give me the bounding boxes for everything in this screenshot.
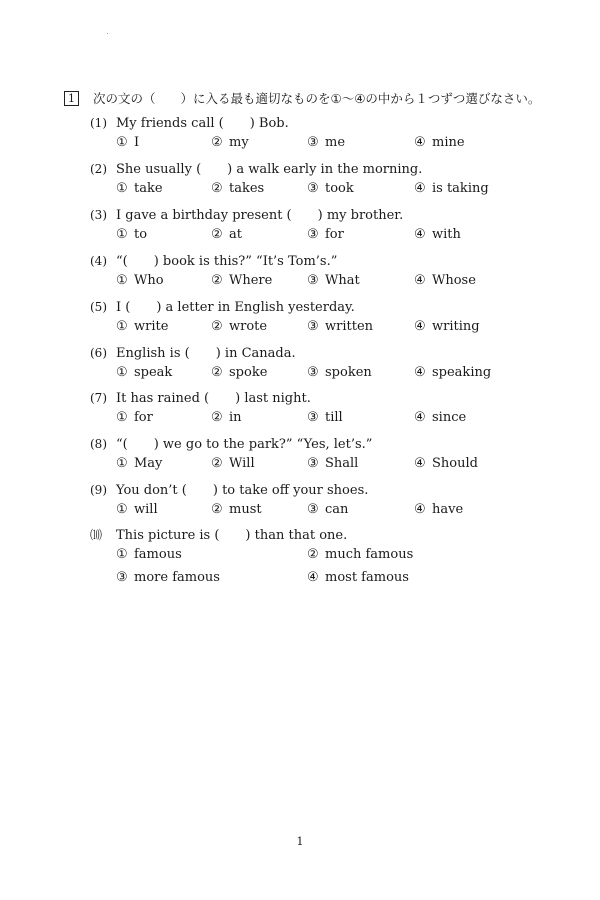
option-mark: ④ [414, 410, 426, 425]
section-number-box: 1 [64, 91, 79, 106]
option-text: speak [134, 365, 173, 380]
option-3[interactable] [307, 227, 344, 242]
option-1[interactable] [116, 273, 164, 288]
option-3[interactable] [307, 410, 343, 425]
option-mark: ② [211, 181, 223, 196]
option-mark: ② [211, 135, 223, 150]
option-4[interactable] [307, 570, 409, 585]
option-text: Who [134, 273, 164, 288]
option-mark: ④ [414, 365, 426, 380]
option-mark: ④ [414, 319, 426, 334]
option-2[interactable] [211, 227, 242, 242]
question-number: (9) [90, 483, 107, 497]
option-text: took [325, 181, 354, 196]
question-9 [90, 479, 570, 525]
question-number: ⑽ [90, 528, 103, 542]
question-number: (8) [90, 437, 107, 451]
option-text: for [325, 227, 344, 242]
question-text: “( ) book is this?” “It’s Tom’s.” [116, 254, 338, 269]
option-text: for [134, 410, 153, 425]
question-text: I gave a birthday present ( ) my brother. [116, 208, 404, 223]
option-mark: ② [211, 319, 223, 334]
option-text: my [229, 135, 249, 150]
option-4[interactable] [414, 227, 461, 242]
option-mark: ① [116, 410, 128, 425]
option-text: must [229, 502, 262, 517]
question-text: She usually ( ) a walk early in the morning. [116, 162, 423, 177]
option-mark: ② [211, 502, 223, 517]
option-4[interactable] [414, 502, 463, 517]
option-4[interactable] [414, 456, 478, 471]
option-mark: ③ [116, 570, 128, 585]
option-4[interactable] [414, 135, 465, 150]
page-number: 1 [296, 835, 304, 848]
option-1[interactable] [116, 319, 168, 334]
question-1 [90, 112, 570, 158]
question-text: This picture is ( ) than that one. [116, 528, 348, 543]
question-5 [90, 296, 570, 342]
option-text: writing [432, 319, 480, 334]
option-mark: ① [116, 181, 128, 196]
option-1[interactable] [116, 227, 147, 242]
option-text: have [432, 502, 464, 517]
option-mark: ④ [414, 456, 426, 471]
option-text: in [229, 410, 242, 425]
option-mark: ① [116, 456, 128, 471]
option-1[interactable] [116, 365, 172, 380]
option-mark: ② [307, 547, 319, 562]
option-mark: ② [211, 456, 223, 471]
option-text: much famous [325, 547, 414, 562]
option-1[interactable] [116, 410, 153, 425]
option-mark: ④ [307, 570, 319, 585]
option-mark: ③ [307, 181, 319, 196]
option-text: Shall [325, 456, 359, 471]
option-mark: ④ [414, 135, 426, 150]
option-mark: ① [116, 135, 128, 150]
option-2[interactable] [211, 502, 262, 517]
option-text: me [325, 135, 346, 150]
option-2[interactable] [211, 319, 267, 334]
option-mark: ③ [307, 365, 319, 380]
option-mark: ③ [307, 456, 319, 471]
option-text: till [325, 410, 343, 425]
option-text: write [134, 319, 169, 334]
option-text: Will [229, 456, 255, 471]
option-text: is taking [432, 181, 489, 196]
option-mark: ④ [414, 502, 426, 517]
option-text: wrote [229, 319, 268, 334]
option-mark: ④ [414, 181, 426, 196]
option-mark: ② [211, 227, 223, 242]
option-mark: ① [116, 547, 128, 562]
option-1[interactable] [116, 502, 158, 517]
question-text: It has rained ( ) last night. [116, 391, 311, 406]
option-1[interactable] [116, 135, 139, 150]
question-text: I ( ) a letter in English yesterday. [116, 300, 355, 315]
option-text: May [134, 456, 163, 471]
option-mark: ① [116, 365, 128, 380]
option-text: What [325, 273, 360, 288]
option-mark: ④ [414, 227, 426, 242]
option-3[interactable] [307, 319, 373, 334]
question-6 [90, 342, 570, 388]
option-text: Should [432, 456, 478, 471]
option-text: at [229, 227, 242, 242]
option-text: speaking [432, 365, 492, 380]
question-number: (1) [90, 116, 107, 130]
option-mark: ① [116, 502, 128, 517]
option-mark: ③ [307, 410, 319, 425]
option-mark: ③ [307, 227, 319, 242]
option-text: more famous [134, 570, 220, 585]
option-2[interactable] [211, 181, 264, 196]
option-3[interactable] [307, 456, 358, 471]
option-mark: ① [116, 273, 128, 288]
question-number: (5) [90, 300, 107, 314]
option-text: written [325, 319, 374, 334]
question-number: (4) [90, 254, 107, 268]
option-text: since [432, 410, 467, 425]
option-3[interactable] [307, 365, 372, 380]
section-header [64, 89, 540, 107]
question-8 [90, 433, 570, 479]
option-mark: ③ [307, 273, 319, 288]
option-1[interactable] [116, 456, 162, 471]
question-text: English is ( ) in Canada. [116, 346, 296, 361]
option-mark: ① [116, 227, 128, 242]
option-mark: ② [211, 365, 223, 380]
question-3 [90, 204, 570, 250]
question-text: You don’t ( ) to take off your shoes. [116, 483, 369, 498]
section-instruction: 次の文の（ ）に入る最も適切なものを①～④の中から１つずつ選びなさい。 [93, 91, 541, 106]
question-number: (3) [90, 208, 107, 222]
option-text: can [325, 502, 349, 517]
option-mark: ③ [307, 502, 319, 517]
option-3[interactable] [307, 273, 360, 288]
option-text: Where [229, 273, 273, 288]
option-mark: ① [116, 319, 128, 334]
question-text: My friends call ( ) Bob. [116, 116, 289, 131]
question-text: “( ) we go to the park?” “Yes, let’s.” [116, 437, 373, 452]
option-2[interactable] [307, 547, 413, 562]
option-text: take [134, 181, 163, 196]
option-3[interactable] [307, 502, 348, 517]
option-mark: ③ [307, 319, 319, 334]
option-3[interactable] [307, 181, 354, 196]
option-text: with [432, 227, 461, 242]
option-mark: ② [211, 410, 223, 425]
question-10 [90, 524, 570, 594]
option-4[interactable] [414, 273, 476, 288]
option-4[interactable] [414, 365, 491, 380]
option-text: most famous [325, 570, 409, 585]
option-4[interactable] [414, 410, 466, 425]
option-text: takes [229, 181, 265, 196]
option-text: spoken [325, 365, 372, 380]
option-text: mine [432, 135, 465, 150]
question-number: (2) [90, 162, 107, 176]
option-mark: ② [211, 273, 223, 288]
option-mark: ③ [307, 135, 319, 150]
option-2[interactable] [211, 365, 267, 380]
option-text: Whose [432, 273, 476, 288]
question-number: (7) [90, 391, 107, 405]
option-mark: ④ [414, 273, 426, 288]
option-2[interactable] [211, 456, 255, 471]
option-3[interactable] [116, 570, 220, 585]
question-4 [90, 250, 570, 296]
option-1[interactable] [116, 547, 182, 562]
option-4[interactable] [414, 181, 489, 196]
question-7 [90, 387, 570, 433]
question-2 [90, 158, 570, 204]
option-2[interactable] [211, 410, 242, 425]
option-2[interactable] [211, 273, 272, 288]
option-2[interactable] [211, 135, 249, 150]
option-1[interactable] [116, 181, 163, 196]
option-3[interactable] [307, 135, 345, 150]
option-text: will [134, 502, 158, 517]
option-text: I [134, 135, 140, 150]
scan-speck [107, 33, 108, 34]
option-text: spoke [229, 365, 268, 380]
option-text: to [134, 227, 148, 242]
option-4[interactable] [414, 319, 480, 334]
option-text: famous [134, 547, 182, 562]
question-number: (6) [90, 346, 107, 360]
